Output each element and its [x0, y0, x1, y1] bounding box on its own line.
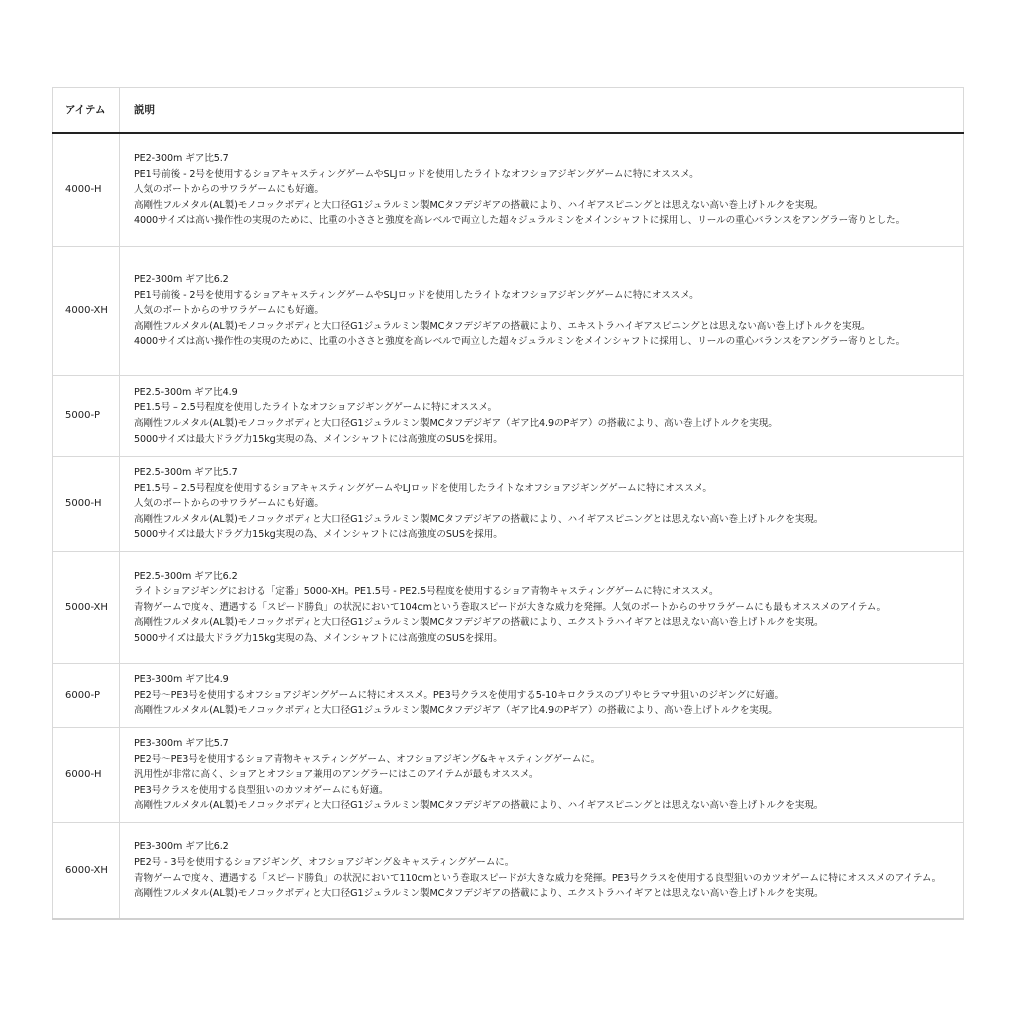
description-cell	[120, 457, 964, 552]
table-row	[53, 376, 964, 457]
description-line: 高剛性フルメタル(AL製)モノコックボディと大口径G1ジュラルミン製MCタフデジギア（ギア比4.9のPギア）の搭載により、高い巻上げトルクを実現。	[134, 705, 778, 717]
item-cell: 6000-H	[53, 728, 120, 823]
description-line: PE1.5号 – 2.5号程度を使用したライトなオフショアジギングゲームに特にオススメ。	[134, 402, 497, 414]
description-line: 高剛性フルメタル(AL製)モノコックボディと大口径G1ジュラルミン製MCタフデジギアの搭載により、ハイギアスピニングとは思えない高い巻上げトルクを実現。	[134, 800, 824, 812]
description-line: PE2-300m ギア比6.2	[134, 274, 229, 286]
description-line: 高剛性フルメタル(AL製)モノコックボディと大口径G1ジュラルミン製MCタフデジギアの搭載により、ハイギアスピニングとは思えない高い巻上げトルクを実現。	[134, 513, 824, 525]
item-cell: 4000-H	[53, 133, 120, 247]
column-header-description: 説明	[120, 88, 964, 134]
description-line: PE1号前後 - 2号を使用するショアキャスティングゲームやSLJロッドを使用したライトなオフショアジギングゲームに特にオススメ。	[134, 168, 699, 180]
description-line: 汎用性が非常に高く、ショアとオフショア兼用のアングラーにはこのアイテムが最もオススメ。	[134, 769, 539, 781]
item-cell: 5000-XH	[53, 552, 120, 664]
description-line: 高剛性フルメタル(AL製)モノコックボディと大口径G1ジュラルミン製MCタフデジギアの搭載により、ハイギアスピニングとは思えない高い巻上げトルクを実現。	[134, 199, 824, 211]
item-cell: 5000-P	[53, 376, 120, 457]
description-line: PE2.5-300m ギア比5.7	[134, 467, 238, 479]
description-line: 青物ゲームで度々、遭遇する「スピード勝負」の状況において104cmという巻取スピードが大きな威力を発揮。人気のボートからのサワラゲームにも最もオススメのアイテム。	[134, 601, 887, 613]
description-line: PE2号～PE3号を使用するオフショアジギングゲームに特にオススメ。PE3号クラスを使用する5-10キロクラスのブリやヒラマサ狙いのジギングに好適。	[134, 689, 784, 701]
description-line: PE2号～PE3号を使用するショア青物キャスティングゲーム、オフショアジギング&キャスティングゲームに。	[134, 753, 601, 765]
table-row	[53, 247, 964, 376]
description-cell	[120, 823, 964, 920]
description-line: PE3-300m ギア比6.2	[134, 841, 229, 853]
description-line: 5000サイズは最大ドラグ力15kg実現の為、メインシャフトには高強度のSUSを採用。	[134, 433, 503, 445]
table-body	[53, 133, 964, 919]
description-line: PE3-300m ギア比4.9	[134, 674, 229, 686]
spec-table-container	[52, 87, 963, 920]
description-cell	[120, 664, 964, 728]
table-row	[53, 728, 964, 823]
table-row	[53, 823, 964, 920]
description-line: 高剛性フルメタル(AL製)モノコックボディと大口径G1ジュラルミン製MCタフデジギアの搭載により、エクストラハイギアとは思えない高い巻上げトルクを実現。	[134, 617, 824, 629]
table-header-row	[53, 88, 964, 134]
table-row	[53, 552, 964, 664]
description-line: 5000サイズは最大ドラグ力15kg実現の為、メインシャフトには高強度のSUSを採用。	[134, 632, 503, 644]
table-row	[53, 133, 964, 247]
description-line: PE2.5-300m ギア比4.9	[134, 386, 238, 398]
description-line: PE3号クラスを使用する良型狙いのカツオゲームにも好適。	[134, 784, 389, 796]
description-line: ライトショアジギングにおける「定番」5000-XH。PE1.5号 - PE2.5号程度を使用するショア青物キャスティングゲームに特にオススメ。	[134, 586, 719, 598]
description-line: 高剛性フルメタル(AL製)モノコックボディと大口径G1ジュラルミン製MCタフデジギア（ギア比4.9のPギア）の搭載により、高い巻上げトルクを実現。	[134, 418, 778, 429]
description-line: PE2-300m ギア比5.7	[134, 153, 229, 165]
spec-table	[52, 87, 964, 920]
description-line: PE2号 - 3号を使用するショアジギング、オフショアジギング＆キャスティングゲームに。	[134, 856, 515, 868]
description-cell	[120, 376, 964, 457]
description-line: 高剛性フルメタル(AL製)モノコックボディと大口径G1ジュラルミン製MCタフデジギアの搭載により、エクストラハイギアとは思えない高い巻上げトルクを実現。	[134, 888, 824, 900]
description-line: 青物ゲームで度々、遭遇する「スピード勝負」の状況において110cmという巻取スピードが大きな威力を発揮。PE3号クラスを使用する良型狙いのカツオゲームに特にオススメのアイテム。	[134, 872, 942, 884]
table-row	[53, 664, 964, 728]
item-cell: 6000-P	[53, 664, 120, 728]
item-cell: 6000-XH	[53, 823, 120, 920]
description-cell	[120, 552, 964, 664]
description-line: 4000サイズは高い操作性の実現のために、比重の小ささと強度を高レベルで両立した超々ジュラルミンをメインシャフトに採用し、リールの重心バランスをアングラー寄りとした。	[134, 336, 906, 348]
description-cell	[120, 728, 964, 823]
description-line: 5000サイズは最大ドラグ力15kg実現の為、メインシャフトには高強度のSUSを採用。	[134, 529, 503, 541]
description-line: PE1.5号 – 2.5号程度を使用するショアキャスティングゲームやLJロッドを使用したライトなオフショアジギングゲームに特にオススメ。	[134, 482, 712, 494]
description-cell	[120, 247, 964, 376]
item-cell: 5000-H	[53, 457, 120, 552]
description-line: PE1号前後 - 2号を使用するショアキャスティングゲームやSLJロッドを使用したライトなオフショアジギングゲームに特にオススメ。	[134, 289, 699, 301]
description-line: PE3-300m ギア比5.7	[134, 738, 229, 750]
description-line: 4000サイズは高い操作性の実現のために、比重の小ささと強度を高レベルで両立した超々ジュラルミンをメインシャフトに採用し、リールの重心バランスをアングラー寄りとした。	[134, 215, 906, 227]
description-line: 人気のボートからのサワラゲームにも好適。	[134, 305, 324, 317]
description-line: 高剛性フルメタル(AL製)モノコックボディと大口径G1ジュラルミン製MCタフデジギアの搭載により、エキストラハイギアスピニングとは思えない高い巻上げトルクを実現。	[134, 320, 871, 332]
description-line: 人気のボートからのサワラゲームにも好適。	[134, 184, 324, 196]
table-row	[53, 457, 964, 552]
column-header-item: アイテム	[53, 88, 120, 134]
description-line: PE2.5-300m ギア比6.2	[134, 570, 238, 582]
item-cell: 4000-XH	[53, 247, 120, 376]
description-line: 人気のボートからのサワラゲームにも好適。	[134, 498, 324, 510]
description-cell	[120, 133, 964, 247]
